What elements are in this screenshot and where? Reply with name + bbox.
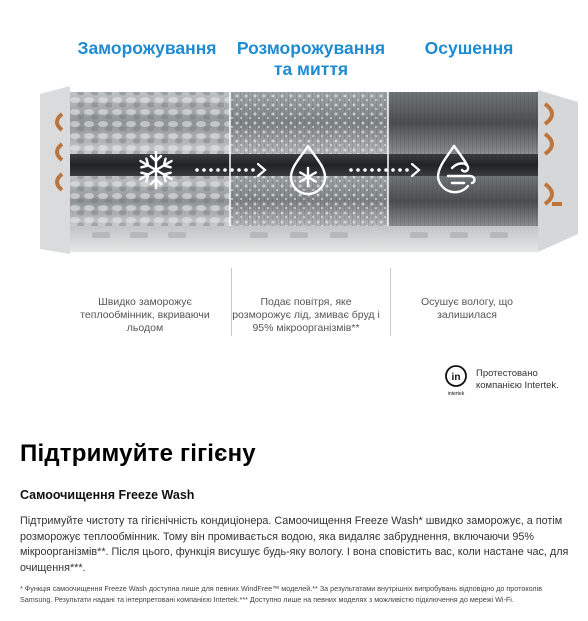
stage-title-thawing: Розморожування та миття — [236, 38, 386, 79]
svg-text:in: in — [451, 372, 461, 383]
stage-captions — [70, 268, 546, 336]
caption-divider — [390, 268, 391, 336]
caption-drying: Осушує вологу, що залишилася — [421, 296, 513, 321]
intertek-logo-icon — [444, 364, 468, 398]
caption-freezing: Швидко заморожує теплообмінник, вкриваючи льодом — [80, 296, 210, 334]
heat-exchanger-illustration — [0, 84, 588, 260]
stage-title-drying: Осушення — [424, 38, 514, 58]
intertek-caption: Протестовано компанією Intertek. — [476, 368, 559, 391]
section-heading: Підтримуйте гігієну — [20, 440, 256, 467]
svg-text:intertek: intertek — [447, 391, 465, 397]
footnote: * Функція самоочищення Freeze Wash доступна лише для певних WindFree™ моделей.** За результатами внутрішніх випробувань відповідно до протоколів Samsung. Результати надані та інтерпретовані компанією Intertek.*** Доступно лише на певних моделях з можливістю підключення до мережі Wi-Fi. — [20, 584, 543, 604]
caption-thawing: Подає повітря, яке розморожує лід, змиває бруд і 95% мікроорганізмів** — [232, 296, 380, 334]
stage-title-freezing: Заморожування — [77, 38, 217, 58]
intertek-badge — [444, 364, 584, 398]
section-paragraph: Підтримуйте чистоту та гігієнічність кондиціонера. Самоочищення Freeze Wash* швидко заморожує, а потім розморожує теплообмінник. Тому він промивається водою, яка видаляє забруднення, включаючи 95% мікроорганізмів**. Після цього, функція висушує будь-яку вологу. І вона сповістить вас, коли настане час, для очищення***. — [20, 515, 569, 574]
section-subheading: Самоочищення Freeze Wash — [20, 488, 195, 502]
